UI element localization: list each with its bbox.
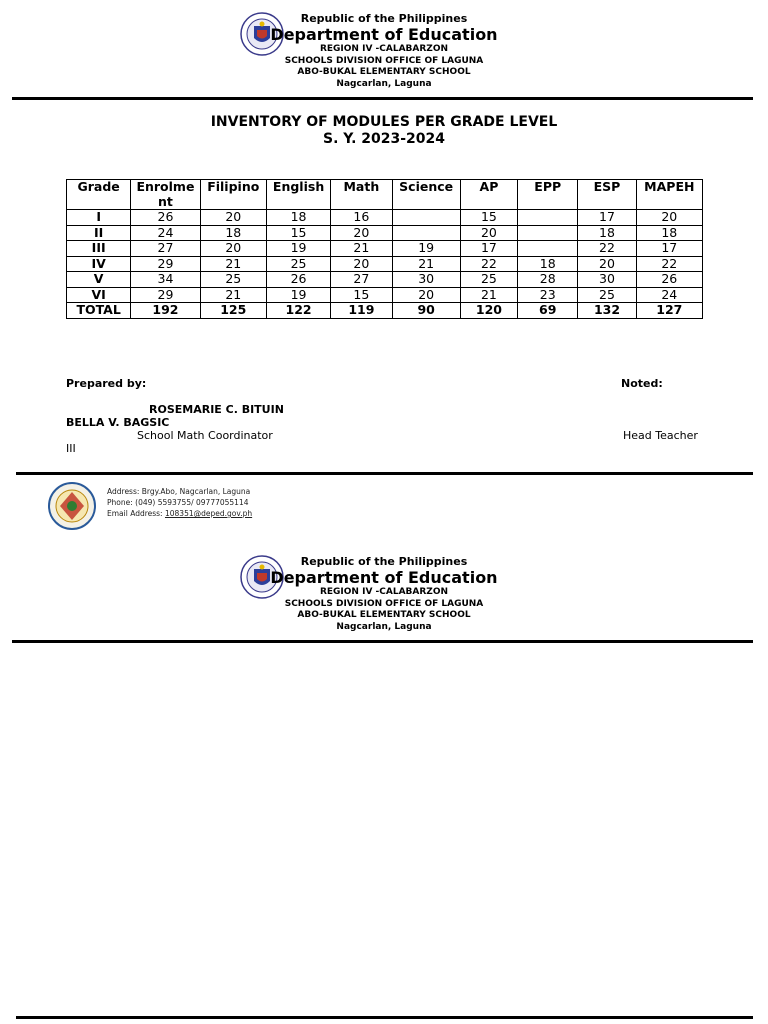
table-row <box>67 241 703 257</box>
table-cell: 20 <box>200 210 266 226</box>
email-link[interactable]: 108351@deped.gov.ph <box>164 509 253 518</box>
noter-name: BELLA V. BAGSIC <box>66 416 170 429</box>
department-title: Department of Education <box>270 568 498 587</box>
modules-inventory-table <box>66 179 703 319</box>
table-cell: 28 <box>518 272 578 288</box>
preparer-name: ROSEMARIE C. BITUIN <box>149 403 284 416</box>
table-cell: 18 <box>200 225 266 241</box>
table-cell <box>392 225 460 241</box>
table-row <box>67 225 703 241</box>
column-header: Math <box>331 180 392 210</box>
republic-text: Republic of the Philippines <box>300 555 468 568</box>
footer-email <box>107 508 252 519</box>
table-cell: 26 <box>131 210 200 226</box>
table-cell: 15 <box>460 210 517 226</box>
total-label-cell: TOTAL <box>67 303 131 319</box>
table-cell: 20 <box>331 256 392 272</box>
table-cell: 25 <box>266 256 330 272</box>
table-cell <box>518 241 578 257</box>
table-cell <box>392 210 460 226</box>
table-cell: 19 <box>266 241 330 257</box>
footer-phone: Phone: (049) 5593755/ 09777055114 <box>107 498 249 507</box>
table-cell: 29 <box>131 256 200 272</box>
header-divider <box>12 97 753 100</box>
column-header: Science <box>392 180 460 210</box>
grade-cell: III <box>67 241 131 257</box>
region-text: REGION IV -CALABARZON <box>319 587 449 597</box>
table-cell: 21 <box>200 287 266 303</box>
table-cell: 25 <box>578 287 636 303</box>
total-cell: 69 <box>518 303 578 319</box>
footer-contact <box>107 486 252 519</box>
column-header: ESP <box>578 180 636 210</box>
total-cell: 125 <box>200 303 266 319</box>
prepared-by-label: Prepared by: <box>66 377 147 390</box>
table-cell: 18 <box>266 210 330 226</box>
table-cell: 18 <box>518 256 578 272</box>
table-cell: 16 <box>331 210 392 226</box>
preparer-title: School Math Coordinator <box>137 429 273 442</box>
noted-label: Noted: <box>621 377 663 390</box>
location-text: Nagcarlan, Laguna <box>336 622 432 632</box>
table-cell: 22 <box>578 241 636 257</box>
table-cell <box>518 210 578 226</box>
total-cell: 127 <box>636 303 702 319</box>
table-cell: 15 <box>266 225 330 241</box>
column-header: EPP <box>518 180 578 210</box>
table-cell: 20 <box>200 241 266 257</box>
table-cell: 17 <box>460 241 517 257</box>
total-cell: 122 <box>266 303 330 319</box>
division-text: SCHOOLS DIVISION OFFICE OF LAGUNA <box>284 599 484 609</box>
department-title: Department of Education <box>270 25 498 44</box>
table-cell: 26 <box>636 272 702 288</box>
table-cell: 30 <box>578 272 636 288</box>
table-cell: 26 <box>266 272 330 288</box>
table-cell: 21 <box>200 256 266 272</box>
table-cell: 20 <box>392 287 460 303</box>
table-cell: 19 <box>392 241 460 257</box>
school-year: S. Y. 2023-2024 <box>322 131 446 147</box>
column-header: Grade <box>67 180 131 210</box>
table-cell: 20 <box>460 225 517 241</box>
grade-cell: VI <box>67 287 131 303</box>
footer-address: Address: Brgy.Abo, Nagcarlan, Laguna <box>107 487 251 496</box>
location-text: Nagcarlan, Laguna <box>336 79 432 89</box>
grade-cell: II <box>67 225 131 241</box>
table-cell: 20 <box>578 256 636 272</box>
document-title: INVENTORY OF MODULES PER GRADE LEVEL <box>210 114 558 130</box>
table-row <box>67 210 703 226</box>
grade-cell: IV <box>67 256 131 272</box>
school-text: ABO-BUKAL ELEMENTARY SCHOOL <box>297 67 471 77</box>
republic-text: Republic of the Philippines <box>300 12 468 25</box>
header-divider <box>12 640 753 643</box>
table-cell: 18 <box>578 225 636 241</box>
table-cell: 34 <box>131 272 200 288</box>
total-cell: 132 <box>578 303 636 319</box>
table-cell: 22 <box>460 256 517 272</box>
table-header-row <box>67 180 703 210</box>
region-text: REGION IV -CALABARZON <box>319 44 449 54</box>
table-cell: 22 <box>636 256 702 272</box>
column-header: AP <box>460 180 517 210</box>
table-cell: 24 <box>636 287 702 303</box>
table-cell: 27 <box>331 272 392 288</box>
table-cell: 30 <box>392 272 460 288</box>
table-row <box>67 256 703 272</box>
table-cell: 25 <box>200 272 266 288</box>
table-cell <box>518 225 578 241</box>
noter-title-continued: III <box>66 442 76 455</box>
table-cell: 25 <box>460 272 517 288</box>
noter-title: Head Teacher <box>623 429 698 442</box>
table-cell: 29 <box>131 287 200 303</box>
footer-divider <box>16 472 753 475</box>
table-cell: 17 <box>578 210 636 226</box>
table-cell: 19 <box>266 287 330 303</box>
table-cell: 23 <box>518 287 578 303</box>
table-cell: 18 <box>636 225 702 241</box>
division-text: SCHOOLS DIVISION OFFICE OF LAGUNA <box>284 56 484 66</box>
table-cell: 17 <box>636 241 702 257</box>
grade-cell: V <box>67 272 131 288</box>
email-label: Email Address: <box>107 509 165 518</box>
page-bottom-divider <box>16 1016 753 1019</box>
table-cell: 20 <box>331 225 392 241</box>
column-header: MAPEH <box>636 180 702 210</box>
table-cell: 21 <box>392 256 460 272</box>
table-cell: 27 <box>131 241 200 257</box>
table-cell: 21 <box>460 287 517 303</box>
table-cell: 21 <box>331 241 392 257</box>
table-cell: 15 <box>331 287 392 303</box>
grade-cell: I <box>67 210 131 226</box>
column-header: English <box>266 180 330 210</box>
table-row <box>67 272 703 288</box>
total-cell: 119 <box>331 303 392 319</box>
total-cell: 90 <box>392 303 460 319</box>
school-seal-icon <box>48 482 96 530</box>
table-total-row <box>67 303 703 319</box>
column-header: Enrolme nt <box>131 180 200 210</box>
total-cell: 192 <box>131 303 200 319</box>
table-cell: 24 <box>131 225 200 241</box>
total-cell: 120 <box>460 303 517 319</box>
table-cell: 20 <box>636 210 702 226</box>
school-text: ABO-BUKAL ELEMENTARY SCHOOL <box>297 610 471 620</box>
column-header: Filipino <box>200 180 266 210</box>
table-row <box>67 287 703 303</box>
